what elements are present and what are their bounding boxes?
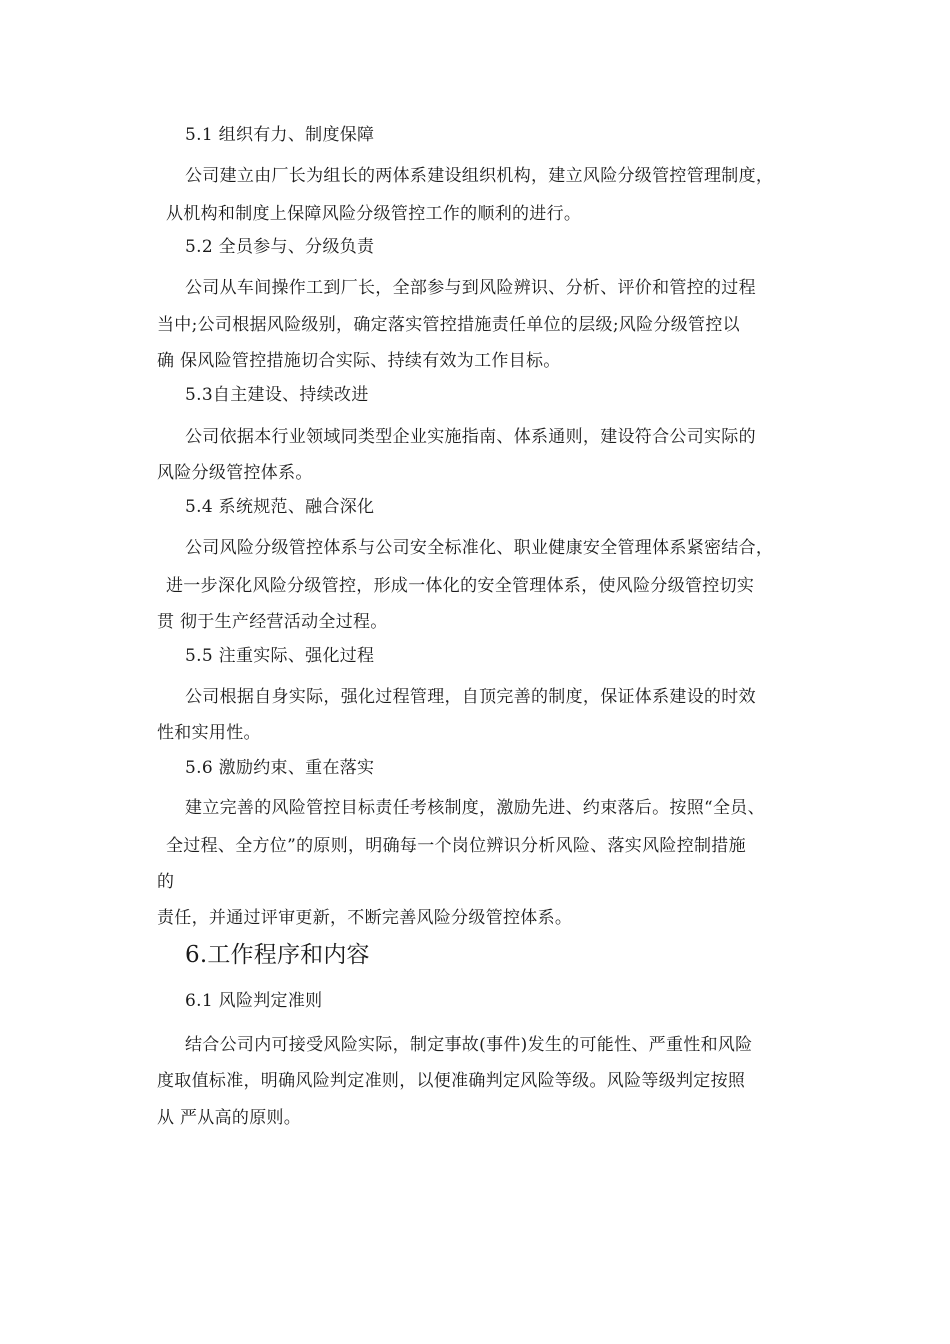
section-5-1-heading: 5.1 组织有力、制度保障 bbox=[185, 125, 375, 145]
section-6-1-line-1: 结合公司内可接受风险实际，制定事故(事件)发生的可能性、严重性和风险 bbox=[185, 1035, 753, 1055]
section-6-1-line-2: 度取值标准，明确风险判定准则，以便准确判定风险等级。风险等级判定按照 bbox=[157, 1071, 746, 1091]
section-5-6-line-3: 的 bbox=[157, 872, 175, 892]
section-5-2-line-1: 公司从车间操作工到厂长，全部参与到风险辨识、分析、评价和管控的过程 bbox=[185, 278, 756, 298]
section-5-6-heading: 5.6 激励约束、重在落实 bbox=[185, 758, 375, 778]
section-5-2-line-2: 当中;公司根据风险级别，确定落实管控措施责任单位的层级;风险分级管控以 bbox=[157, 315, 740, 335]
section-5-3-line-2: 风险分级管控体系。 bbox=[157, 463, 313, 483]
section-5-1-line-2: 从机构和制度上保障风险分级管控工作的顺利的进行。 bbox=[166, 204, 582, 224]
section-5-3-heading: 5.3自主建设、持续改进 bbox=[185, 385, 369, 405]
section-5-2-line-3: 确 保风险管控措施切合实际、持续有效为工作目标。 bbox=[157, 351, 561, 371]
section-5-4-line-2: 进一步深化风险分级管控，形成一体化的安全管理体系，使风险分级管控切实 bbox=[166, 576, 755, 596]
section-5-2-heading: 5.2 全员参与、分级负责 bbox=[185, 237, 375, 257]
section-5-4-line-1: 公司风险分级管控体系与公司安全标准化、职业健康安全管理体系紧密结合， bbox=[185, 538, 774, 558]
section-5-4-line-3: 贯 彻于生产经营活动全过程。 bbox=[157, 612, 388, 632]
chapter-6-heading: 6.工作程序和内容 bbox=[185, 942, 370, 968]
section-5-6-line-4: 责任，并通过评审更新，不断完善风险分级管控体系。 bbox=[157, 908, 573, 928]
section-5-6-line-2: 全过程、全方位”的原则，明确每一个岗位辨识分析风险、落实风险控制措施 bbox=[166, 836, 746, 856]
section-5-5-heading: 5.5 注重实际、强化过程 bbox=[185, 646, 375, 666]
section-5-5-line-1: 公司根据自身实际，强化过程管理，自顶完善的制度，保证体系建设的时效 bbox=[185, 687, 756, 707]
section-6-1-heading: 6.1 风险判定准则 bbox=[185, 991, 323, 1011]
section-5-5-line-2: 性和实用性。 bbox=[157, 723, 261, 743]
section-5-1-line-1: 公司建立由厂长为组长的两体系建设组织机构，建立风险分级管控管理制度， bbox=[185, 166, 774, 186]
section-5-3-line-1: 公司依据本行业领域同类型企业实施指南、体系通则，建设符合公司实际的 bbox=[185, 427, 756, 447]
section-6-1-line-3: 从 严从高的原则。 bbox=[157, 1108, 302, 1128]
section-5-4-heading: 5.4 系统规范、融合深化 bbox=[185, 497, 375, 517]
section-5-6-line-1: 建立完善的风险管控目标责任考核制度，激励先进、约束落后。按照“全员、 bbox=[185, 798, 765, 818]
